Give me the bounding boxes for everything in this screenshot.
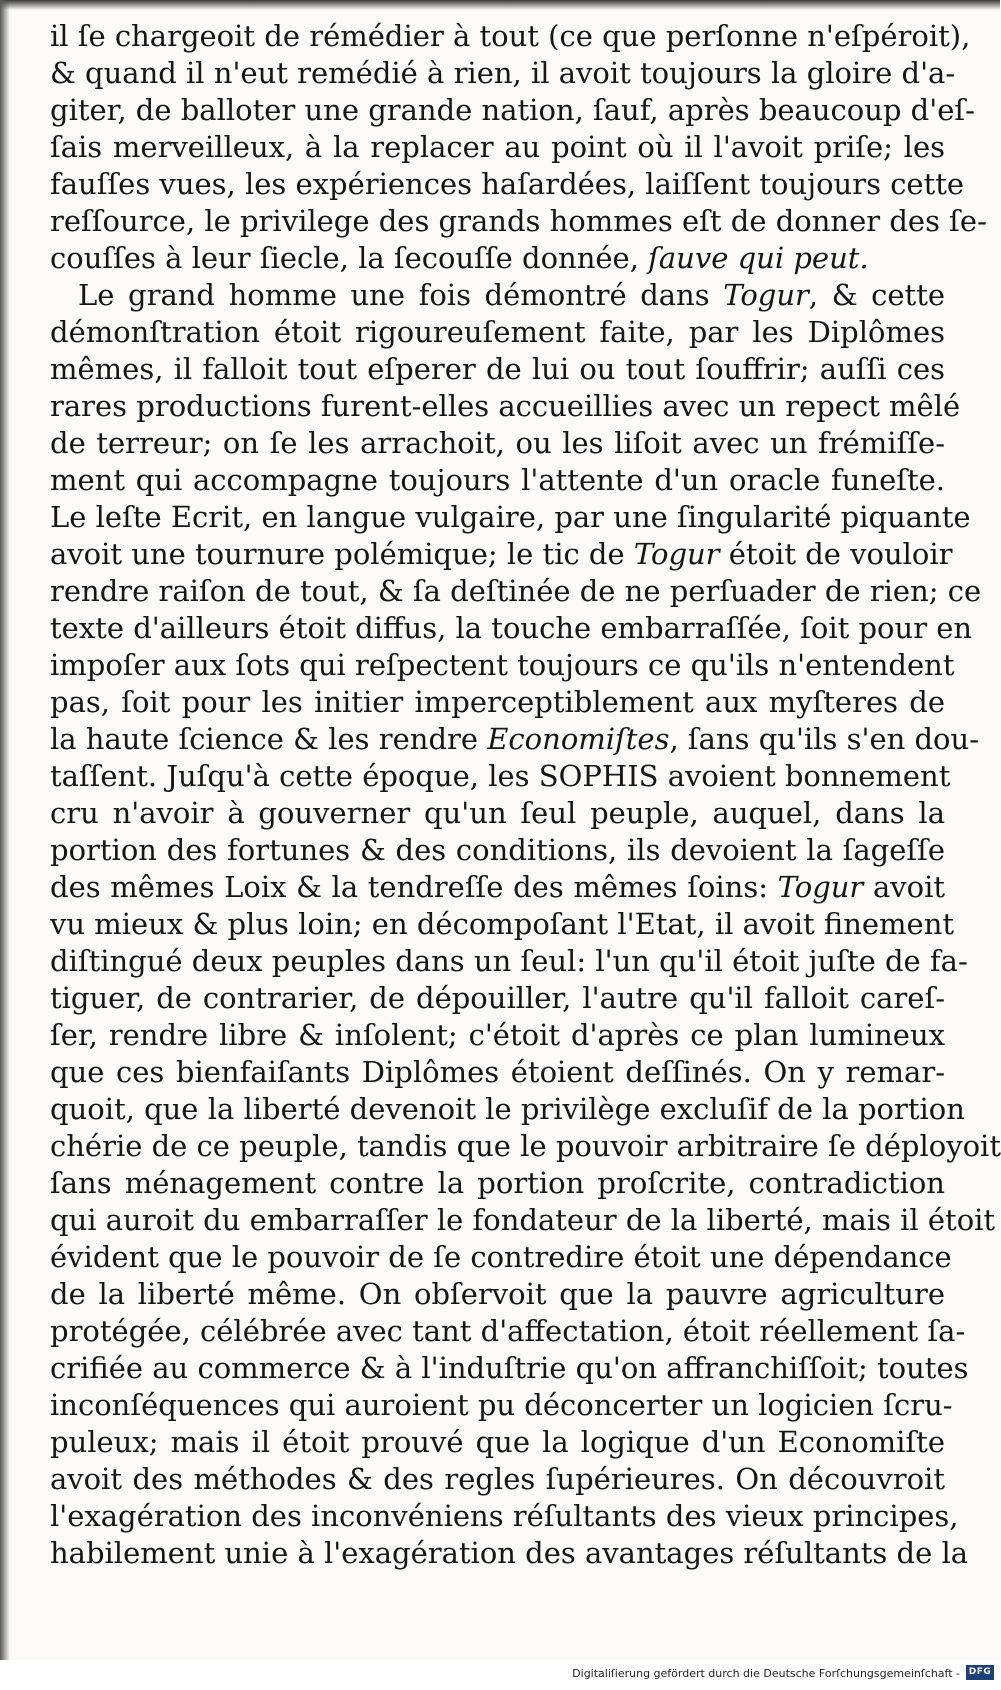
text-line: cru n'avoir à gouverner qu'un ſeul peuple, auquel, dans la xyxy=(50,796,945,830)
text-line: vu mieux & plus loin; en décompoſant l'Etat, il avoit finement xyxy=(50,907,955,941)
text-line: la haute ſcience & les rendre Economiſtes, ſans qu'ils s'en dou- xyxy=(50,722,979,756)
text-line: inconſéquences qui auroient pu déconcerter un logicien ſcru- xyxy=(50,1388,953,1422)
text-line: tiguer, de contrarier, de dépouiller, l'autre qu'il falloit careſ- xyxy=(50,981,945,1015)
text-line: que ces bienfaiſants Diplômes étoient deſſinés. On y remar- xyxy=(50,1055,945,1089)
text-line: reſſource, le privilege des grands hommes eſt de donner des ſe- xyxy=(50,204,987,238)
text-line: de terreur; on ſe les arrachoit, ou les liſoit avec un frémiſſe- xyxy=(50,426,945,460)
text-line: fauſſes vues, les expériences haſardées, laiſſent toujours cette xyxy=(50,167,965,201)
text-line: ſer, rendre libre & inſolent; c'étoit d'après ce plan lumineux xyxy=(50,1018,945,1052)
text-line: l'exagération des inconvéniens réſultants des vieux principes, xyxy=(50,1499,959,1533)
text-line: & quand il n'eut remédié à rien, il avoit toujours la gloire d'a- xyxy=(50,56,956,90)
text-line: mêmes, il falloit tout eſperer de lui ou tout ſouffrir; auſſi ces xyxy=(50,352,945,386)
text-line: giter, de balloter une grande nation, ſauf, après beaucoup d'eſ- xyxy=(50,93,975,127)
text-line: pas, ſoit pour les initier imperceptiblement aux myſteres de xyxy=(50,685,945,719)
text-line: chérie de ce peuple, tandis que le pouvoir arbitraire ſe déployoit xyxy=(50,1129,1001,1163)
digitization-credit: Digitaliſierung gefördert durch die Deutsche Forſchungsgemeinſchaft - xyxy=(572,1667,960,1680)
text-line: des mêmes Loix & la tendreſſe des mêmes ſoins: Togur avoit xyxy=(50,870,945,904)
text-line: rendre raiſon de tout, & ſa deſtinée de ne perſuader de rien; ce xyxy=(50,574,982,608)
text-line: protégée, célébrée avec tant d'affectation, étoit réellement ſa- xyxy=(50,1314,966,1348)
text-line: portion des fortunes & des conditions, ils devoient la ſageſſe xyxy=(50,833,945,867)
text-line: habilement unie à l'exagération des avantages réſultants de la xyxy=(50,1536,969,1570)
text-line: avoit une tournure polémique; le tic de Togur étoit de vouloir xyxy=(50,537,953,571)
text-line: Le leſte Ecrit, en langue vulgaire, par une ſingularité piquante xyxy=(50,500,971,534)
text-line: de la liberté même. On obſervoit que la pauvre agriculture xyxy=(50,1277,945,1311)
page-top-edge-shadow xyxy=(0,0,1000,10)
dfg-logo: DFG xyxy=(966,1665,994,1680)
text-line: puleux; mais il étoit prouvé que la logique d'un Economiſte xyxy=(50,1425,945,1459)
text-line: il ſe chargeoit de rémédier à tout (ce que perſonne n'eſpéroit), xyxy=(50,19,971,53)
text-line: ſais merveilleux, à la replacer au point où il l'avoit priſe; les xyxy=(50,130,945,164)
text-line: taſſent. Juſqu'à cette époque, les SOPHIS avoient bonnement xyxy=(50,759,951,793)
body-text xyxy=(50,18,1001,1572)
text-line: ſans ménagement contre la portion proſcrite, contradiction xyxy=(50,1166,945,1200)
text-line: évident que le pouvoir de ſe contredire étoit une dépendance xyxy=(50,1240,952,1274)
text-line: rares productions furent-elles accueillies avec un repect mêlé xyxy=(50,389,961,423)
text-line: impoſer aux ſots qui reſpectent toujours ce qu'ils n'entendent xyxy=(50,648,955,682)
text-line: Le grand homme une fois démontré dans Togur, & cette xyxy=(78,278,946,312)
text-line: crifiée au commerce & à l'induſtrie qu'on affranchiſſoit; toutes xyxy=(50,1351,969,1385)
text-line: avoit des méthodes & des regles ſupérieures. On découvroit xyxy=(50,1462,945,1496)
text-line: ment qui accompagne toujours l'attente d'un oracle funeſte. xyxy=(50,463,945,497)
text-line: quoit, que la liberté devenoit le privilège excluſif de la portion xyxy=(50,1092,965,1126)
page-left-edge-shadow xyxy=(0,0,10,1660)
text-line: diſtingué deux peuples dans un ſeul: l'un qu'il étoit juſte de fa- xyxy=(50,944,968,978)
text-line: texte d'ailleurs étoit diffus, la touche embarraſſée, ſoit pour en xyxy=(50,611,973,645)
text-line: qui auroit du embarraſſer le fondateur de la liberté, mais il étoit xyxy=(50,1203,996,1237)
text-line: couſſes à leur ſiecle, la ſecouſſe donnée, ſauve qui peut. xyxy=(50,241,869,275)
text-line: démonſtration étoit rigoureuſement faite, par les Diplômes xyxy=(50,315,945,349)
